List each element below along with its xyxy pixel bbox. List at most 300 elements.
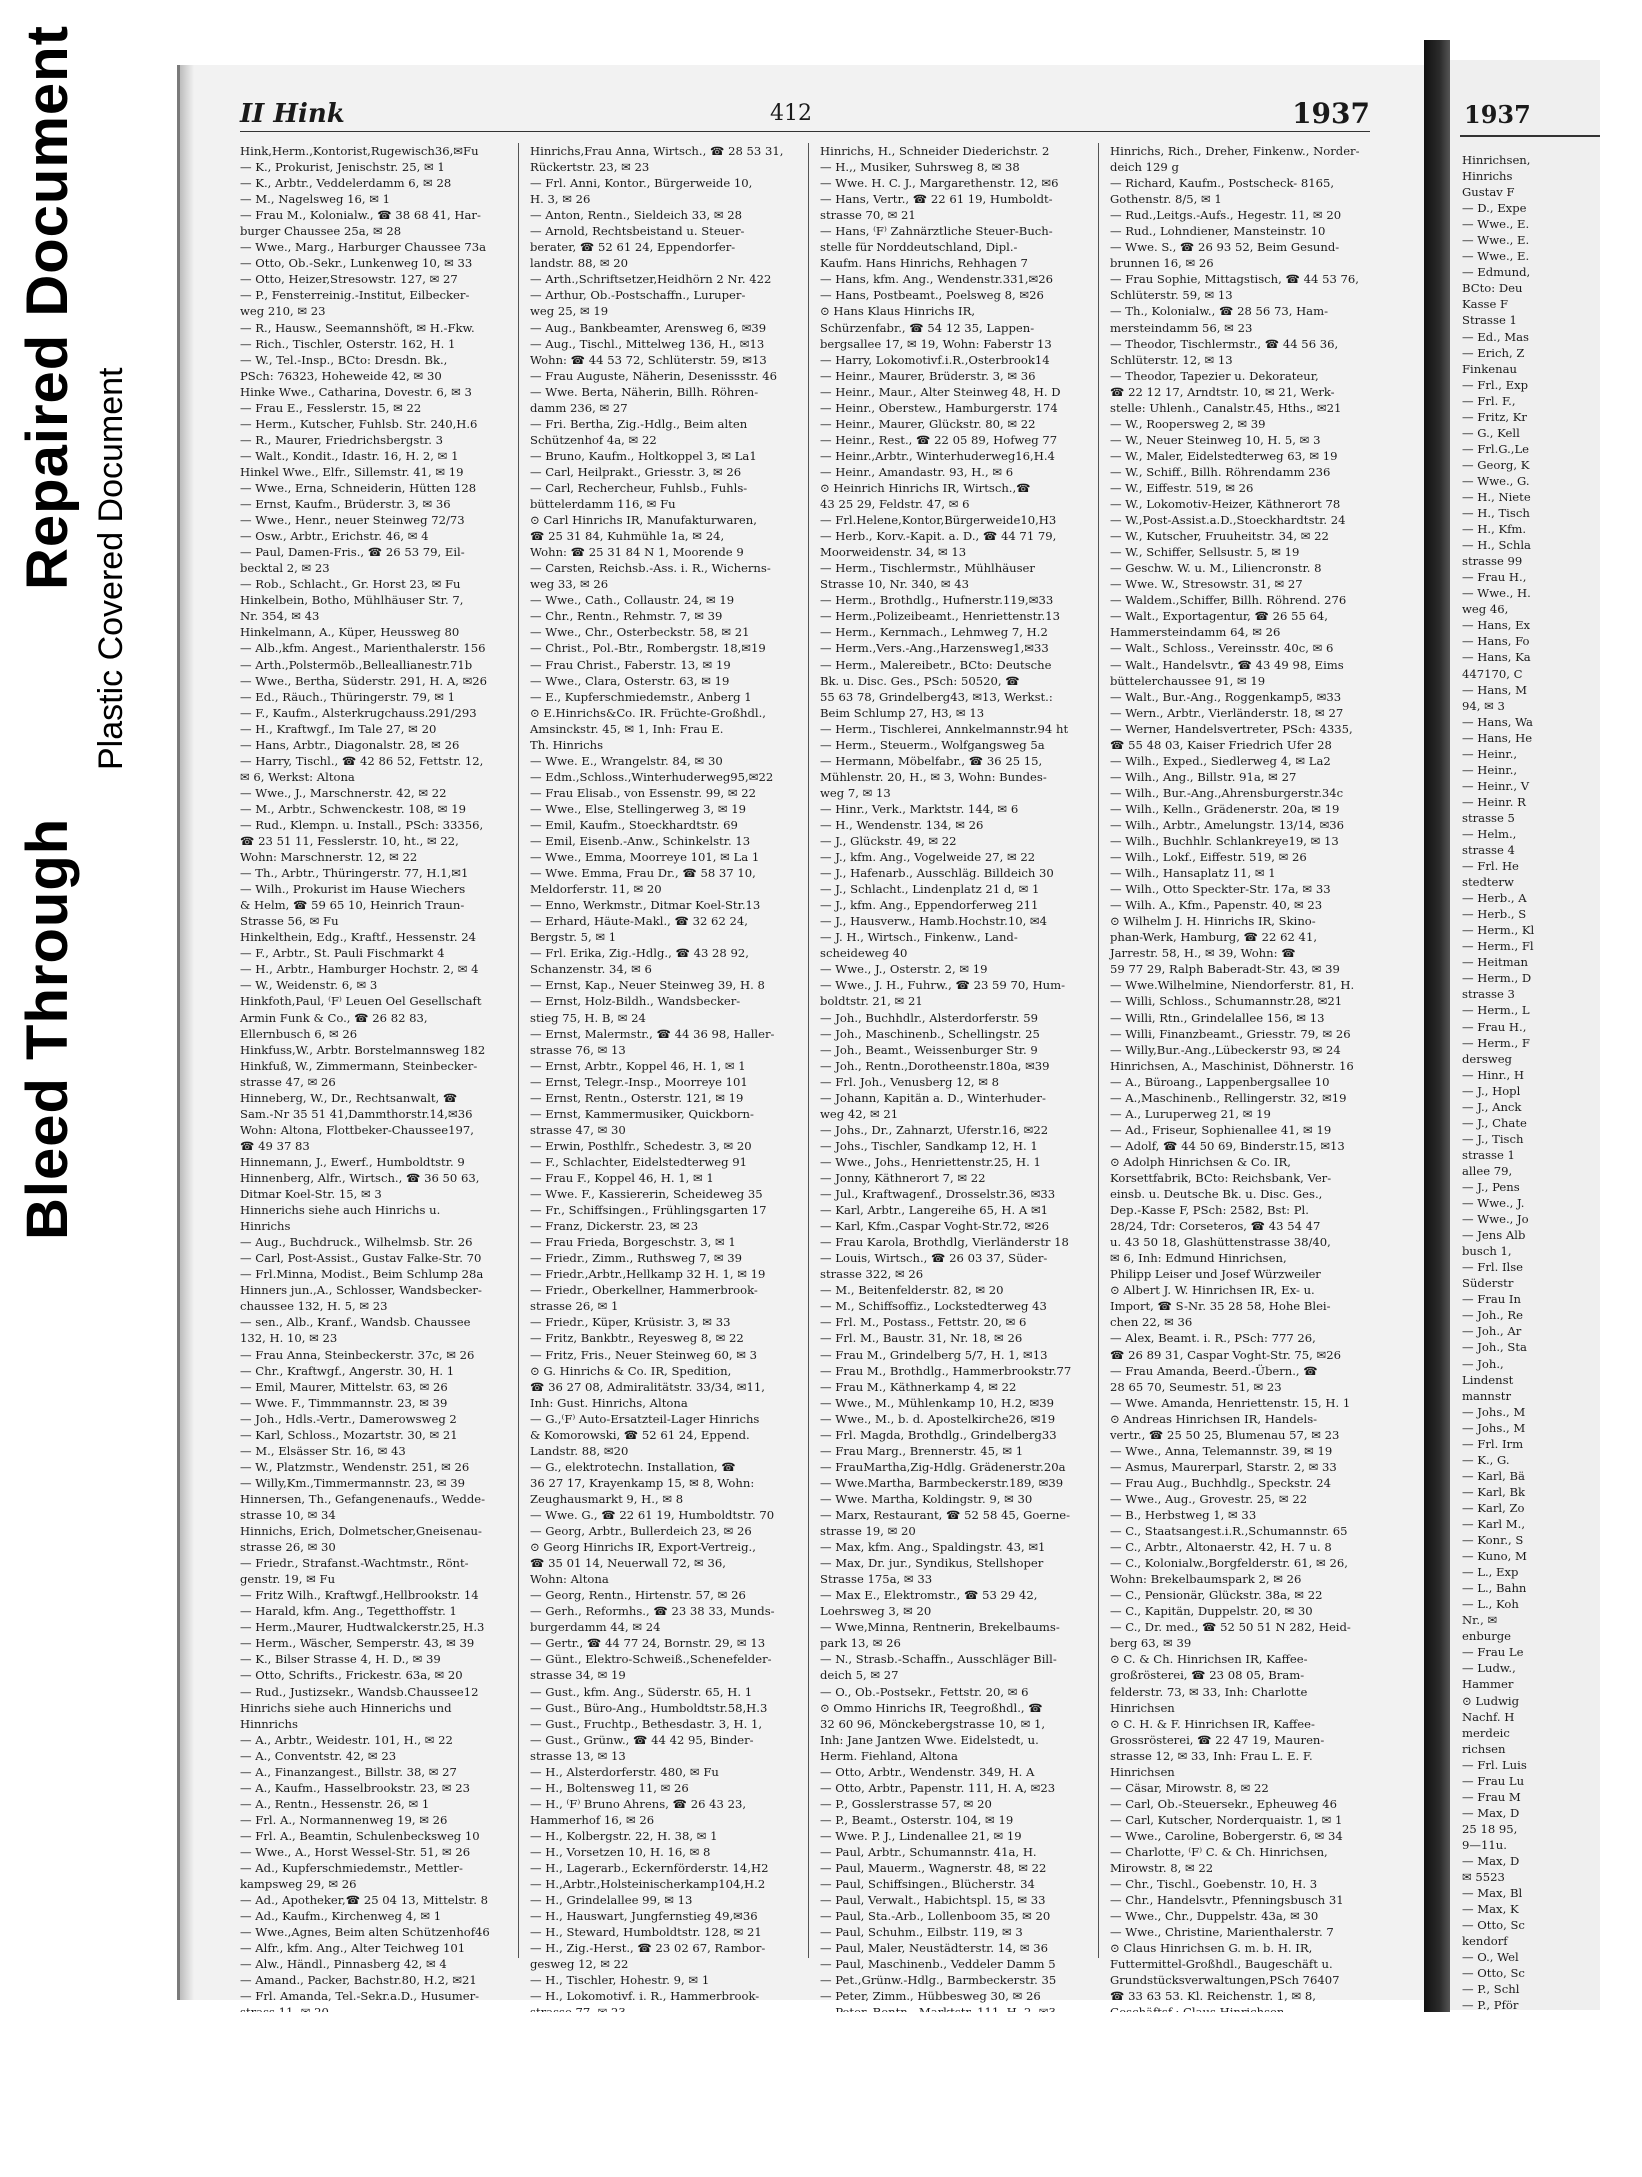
- directory-entry-line: ⊙ C. & Ch. Hinrichsen IR, Kaffee-: [1110, 1652, 1308, 1667]
- directory-entry-line: ☎ 23 51 11, Fesslerstr. 10, ht., ✉ 22,: [240, 834, 459, 849]
- adjacent-entry-line: — Karl M.,: [1462, 1516, 1526, 1531]
- directory-entry-line: — Wwe. S., ☎ 26 93 52, Beim Gesund-: [1110, 240, 1340, 255]
- directory-entry-line: Wohn: Brekelbaumspark 2, ✉ 26: [1110, 1572, 1302, 1587]
- directory-entry-line: — Heinr., Maur., Alter Steinweg 48, H. D: [820, 384, 1061, 399]
- directory-entry-line: — Rud.,Leitgs.-Aufs., Hegestr. 11, ✉ 20: [1110, 208, 1342, 223]
- adjacent-entry-line: — Helm.,: [1462, 826, 1517, 841]
- directory-entry-line: — Carl, Kutscher, Norderquaistr. 1, ✉ 1: [1110, 1812, 1343, 1827]
- directory-entry-line: — J. H., Wirtsch., Finkenw., Land-: [820, 930, 1018, 945]
- directory-entry-line: — Hans, kfm. Ang., Wendenstr.331,✉26: [820, 272, 1053, 287]
- directory-entry-line: Meldorferstr. 11, ✉ 20: [530, 882, 662, 897]
- directory-entry-line: strasse 12, ✉ 33, Inh: Frau L. E. F.: [1110, 1748, 1313, 1763]
- directory-entry-line: landstr. 88, ✉ 20: [530, 256, 629, 271]
- directory-entry-line: Hinrichsen: [1110, 1764, 1175, 1779]
- directory-entry-line: — Osw., Arbtr., Erichstr. 46, ✉ 4: [240, 529, 429, 544]
- directory-entry-line: — Frau Elisab., von Essenstr. 99, ✉ 22: [530, 785, 757, 800]
- directory-entry-line: — Wwe., Caroline, Bobergerstr. 6, ✉ 34: [1110, 1828, 1343, 1843]
- directory-entry-line: — Fr., Schiffsingen., Frühlingsgarten 17: [530, 1203, 767, 1218]
- adjacent-entry-line: — Wwe., Jo: [1462, 1212, 1529, 1227]
- directory-entry-line: — A., Luruperweg 21, ✉ 19: [1110, 1106, 1271, 1121]
- directory-entry-line: — H., ⁽F⁾ Bruno Ahrens, ☎ 26 43 23,: [530, 1796, 747, 1811]
- directory-entry-line: — A., Kaufm., Hasselbrookstr. 23, ✉ 23: [240, 1780, 471, 1795]
- directory-entry-line: — Wwe., J. H., Fuhrw., ☎ 23 59 70, Hum-: [820, 978, 1066, 993]
- directory-entry-line: — Walt., Exportagentur, ☎ 26 55 64,: [1110, 609, 1328, 624]
- directory-entry-line: — C., Kapitän, Duppelstr. 20, ✉ 30: [1110, 1604, 1313, 1619]
- directory-entry-line: Hinrichs siehe auch Hinnerichs und: [240, 1700, 452, 1715]
- directory-entry-line: Hinkfuss,W., Arbtr. Borstelmannsweg 182: [240, 1042, 486, 1057]
- directory-entry-line: strasse 10, ✉ 34: [240, 1507, 336, 1522]
- adjacent-entry-line: — Max, Bl: [1462, 1886, 1523, 1901]
- adjacent-entry-line: — Frau In: [1462, 1292, 1521, 1307]
- adjacent-entry-line: Nachf. H: [1462, 1709, 1515, 1724]
- directory-entry-line: Kaufm. Hans Hinrichs, Rehhagen 7: [820, 256, 1028, 271]
- adjacent-entry-line: — Heinr. R: [1462, 794, 1526, 809]
- directory-entry-line: gesweg 12, ✉ 22: [530, 1957, 629, 1972]
- directory-entry-line: stelle für Norddeutschland, Dipl.-: [820, 240, 1018, 255]
- directory-entry-line: — H., Kraftwgf., Im Tale 27, ✉ 20: [240, 721, 437, 736]
- directory-entry-line: — Wwe., Johs., Henriettenstr.25, H. 1: [820, 1154, 1041, 1169]
- directory-entry-line: 32 60 96, Mönckebergstrasse 10, ✉ 1,: [820, 1716, 1046, 1731]
- directory-entry-line: — Johann, Kapitän a. D., Winterhuder-: [820, 1090, 1046, 1105]
- directory-entry-line: — Frau Christ., Faberstr. 13, ✉ 19: [530, 657, 731, 672]
- directory-entry-line: — R., Hausw., Seemannshöft, ✉ H.-Fkw.: [240, 320, 475, 335]
- directory-entry-line: — Wwe., Henr., neuer Steinweg 72/73: [240, 513, 465, 528]
- adjacent-entry-line: — Heinr., V: [1462, 778, 1530, 793]
- directory-entry-line: — H., Zig.-Herst., ☎ 23 02 67, Rambor-: [530, 1941, 766, 1956]
- directory-entry-line: — Frl. Anni, Kontor., Bürgerweide 10,: [530, 176, 753, 191]
- directory-entry-line: — Hans, ⁽F⁾ Zahnärztliche Steuer-Buch-: [820, 224, 1053, 239]
- directory-entry-line: Strasse 10, Nr. 340, ✉ 43: [820, 577, 970, 592]
- directory-entry-line: ⊙ Albert J. W. Hinrichsen IR, Ex- u.: [1110, 1283, 1315, 1298]
- directory-entry-line: PSch: 76323, Hoheweide 42, ✉ 30: [240, 368, 442, 383]
- adjacent-entry-line: — Herm., L: [1462, 1003, 1530, 1018]
- adjacent-entry-line: — Hans, Ka: [1462, 650, 1531, 665]
- directory-entry-line: vertr., ☎ 25 50 25, Blumenau 57, ✉ 23: [1110, 1427, 1340, 1442]
- directory-entry-line: Bk. u. Disc. Ges., PSch: 50520, ☎: [820, 673, 1020, 688]
- directory-entry-line: weg 210, ✉ 23: [240, 304, 326, 319]
- directory-entry-line: — Joh., Hdls.-Vertr., Damerowsweg 2: [240, 1411, 457, 1426]
- directory-entry-line: — Ernst, Telegr.-Insp., Moorreye 101: [530, 1074, 748, 1089]
- directory-entry-line: — Wwe. E., Wrangelstr. 84, ✉ 30: [530, 753, 723, 768]
- directory-entry-line: — Karl, Kfm.,Caspar Voght-Str.72, ✉26: [820, 1219, 1049, 1234]
- directory-entry-line: — Wwe., Aug., Grovestr. 25, ✉ 22: [1110, 1491, 1308, 1506]
- directory-entry-line: — Wilh., Hansaplatz 11, ✉ 1: [1110, 866, 1276, 881]
- directory-entry-line: — K., Bilser Strasse 4, H. D., ✉ 39: [240, 1652, 441, 1667]
- directory-entry-line: — Frau Anna, Steinbeckerstr. 37c, ✉ 26: [240, 1347, 475, 1362]
- directory-entry-line: — Frl. Magda, Brothdlg., Grindelberg33: [820, 1427, 1057, 1442]
- directory-entry-line: Hinnichs, Erich, Dolmetscher,Gneisenau-: [240, 1524, 482, 1539]
- directory-entry-line: Hinkfoth,Paul, ⁽F⁾ Leuen Oel Gesellschaft: [240, 994, 482, 1009]
- directory-entry-line: einsb. u. Deutsche Bk. u. Disc. Ges.,: [1110, 1187, 1323, 1202]
- directory-entry-line: Wohn: Marschnerstr. 12, ✉ 22: [240, 850, 418, 865]
- directory-entry-line: — Rud., Klempn. u. Install., PSch: 33356,: [240, 817, 484, 832]
- directory-entry-line: — H., Arbtr., Hamburger Hochstr. 2, ✉ 4: [240, 962, 479, 977]
- directory-entry-line: ⊙ Hans Klaus Hinrichs IR,: [820, 304, 976, 319]
- directory-entry-line: — Jonny, Käthnerort 7, ✉ 22: [820, 1171, 986, 1185]
- directory-entry-line: — Wwe. H. C. J., Margarethenstr. 12, ✉6: [820, 176, 1059, 191]
- adjacent-entry-line: Hinrichsen,: [1462, 153, 1531, 167]
- adjacent-entry-line: — Frau M: [1462, 1789, 1521, 1804]
- adjacent-entry-line: — Fritz, Kr: [1462, 409, 1527, 424]
- directory-entry-line: — Wwe. F., Timmmannstr. 23, ✉ 39: [240, 1395, 448, 1410]
- directory-entry-line: ☎ 33 63 53. Kl. Reichenstr. 1, ✉ 8,: [1110, 1989, 1316, 2004]
- directory-entry-line: — Bruno, Kaufm., Holtkoppel 3, ✉ La1: [530, 448, 757, 463]
- adjacent-entry-line: — J., Hopl: [1462, 1083, 1521, 1098]
- directory-entry-line: — Richard, Kaufm., Postscheck- 8165,: [1110, 176, 1335, 191]
- directory-entry-line: — N., Strasb.-Schaffn., Ausschläger Bill-: [820, 1652, 1057, 1667]
- directory-entry-line: — Friedr., Oberkellner, Hammerbrook-: [530, 1283, 758, 1298]
- directory-entry-line: Strasse 56, ✉ Fu: [240, 914, 339, 929]
- directory-entry-line: — Georg, Rentn., Hirtenstr. 57, ✉ 26: [530, 1588, 746, 1603]
- directory-entry-line: Futtermittel-Großhdl., Baugeschäft u.: [1110, 1957, 1333, 1972]
- directory-entry-line: — Joh., Maschinenb., Schellingstr. 25: [820, 1026, 1040, 1041]
- directory-entry-line: Hammerhof 16, ✉ 26: [530, 1812, 655, 1827]
- directory-entry-line: — H., Lagerarb., Eckernförderstr. 14,H2: [530, 1861, 769, 1876]
- directory-entry-line: — Gerh., Reformhs., ☎ 23 38 33, Munds-: [530, 1604, 775, 1619]
- directory-entry-line: ☎ 55 48 03, Kaiser Friedrich Ufer 28: [1110, 737, 1332, 752]
- adjacent-entry-line: — Frau Le: [1462, 1645, 1524, 1660]
- directory-entry-line: Schanzenstr. 34, ✉ 6: [530, 962, 652, 977]
- directory-entry-line: — Wilh., Otto Speckter-Str. 17a, ✉ 33: [1110, 882, 1331, 897]
- directory-entry-line: — Herb., Korv.-Kapit. a. D., ☎ 44 71 79,: [820, 529, 1057, 544]
- directory-entry-line: — F., Kaufm., Alsterkrugchauss.291/293: [240, 705, 477, 720]
- directory-entry-line: — Charlotte, ⁽F⁾ C. & Ch. Hinrichsen,: [1110, 1844, 1328, 1859]
- adjacent-entry-line: — Jens Alb: [1462, 1228, 1526, 1243]
- adjacent-entry-line: — Hans, Ex: [1462, 618, 1531, 633]
- adjacent-entry-line: — J., Pens: [1462, 1180, 1520, 1194]
- directory-entry-line: — Fritz, Bankbtr., Reyesweg 8, ✉ 22: [530, 1331, 744, 1346]
- directory-entry-line: Landstr. 88, ✉20: [530, 1443, 629, 1458]
- directory-entry-line: — Herm.,Vers.-Ang.,Harzensweg1,✉33: [820, 641, 1049, 656]
- adjacent-entry-line: 9—11u.: [1462, 1837, 1507, 1852]
- directory-entry-line: — Wwe., Chr., Duppelstr. 43a, ✉ 30: [1110, 1909, 1319, 1924]
- adjacent-entry-line: — Herm., Fl: [1462, 939, 1534, 954]
- adjacent-entry-line: Kasse F: [1462, 297, 1509, 312]
- directory-entry-line: — Harald, kfm. Ang., Tegetthoffstr. 1: [240, 1604, 457, 1619]
- directory-entry-line: — Otto, Schrifts., Frickestr. 63a, ✉ 20: [240, 1668, 463, 1683]
- directory-entry-line: Armin Funk & Co., ☎ 26 82 83,: [240, 1010, 428, 1025]
- directory-entry-line: weg 33, ✉ 26: [530, 577, 609, 592]
- directory-entry-line: — Rud., Justizsekr., Wandsb.Chaussee12: [240, 1684, 479, 1699]
- directory-entry-line: 132, H. 10, ✉ 23: [240, 1331, 338, 1346]
- directory-entry-line: — W., Weidenstr. 6, ✉ 3: [240, 978, 378, 993]
- directory-entry-line: mersteindamm 56, ✉ 23: [1110, 320, 1253, 335]
- adjacent-entry-line: — Joh., Sta: [1462, 1340, 1527, 1355]
- directory-entry-line: — Theodor, Tischlermstr., ☎ 44 56 36,: [1110, 336, 1339, 351]
- directory-entry-line: Import, ☎ S-Nr. 35 28 58, Hohe Blei-: [1110, 1299, 1331, 1314]
- adjacent-entry-line: — G., Kell: [1462, 425, 1520, 440]
- adjacent-entry-line: — Joh.,: [1462, 1356, 1504, 1371]
- directory-entry-line: — Marx, Restaurant, ☎ 52 58 45, Goerne-: [820, 1507, 1071, 1522]
- adjacent-entry-line: mannstr: [1462, 1388, 1511, 1403]
- directory-entry-line: — Geschw. W. u. M., Liliencronstr. 8: [1110, 561, 1322, 576]
- directory-entry-line: Hinkfuß, W., Zimmermann, Steinbecker-: [240, 1058, 478, 1073]
- adjacent-entry-line: — Hans, He: [1462, 730, 1533, 745]
- adjacent-entry-line: — Max, D: [1462, 1853, 1520, 1868]
- adjacent-entry-line: — Joh., Ar: [1462, 1324, 1522, 1339]
- directory-entry-line: ☎ 26 89 31, Caspar Voght-Str. 75, ✉26: [1110, 1347, 1342, 1362]
- directory-entry-line: — Paul, Schiffsingen., Blücherstr. 34: [820, 1877, 1035, 1892]
- directory-entry-line: — Herm., Brothdlg., Hufnerstr.119,✉33: [820, 593, 1054, 608]
- directory-page: [177, 65, 1424, 2004]
- directory-entry-line: boldtstr. 21, ✉ 21: [820, 994, 923, 1009]
- directory-entry-line: — Alw., Händl., Pinnasberg 42, ✉ 4: [240, 1957, 447, 1972]
- directory-entry-line: — J., kfm. Ang., Eppendorferweg 211: [820, 898, 1039, 913]
- directory-entry-line: — Frau M., Kolonialw., ☎ 38 68 41, Har-: [240, 208, 481, 223]
- directory-entry-line: — Emil, Maurer, Mittelstr. 63, ✉ 26: [240, 1379, 448, 1394]
- directory-entry-line: — Wwe.Wilhelmine, Niendorferstr. 81, H.: [1110, 978, 1355, 993]
- directory-entry-line: — H., Kolbergstr. 22, H. 38, ✉ 1: [530, 1828, 718, 1843]
- directory-entry-line: — Hermann, Möbelfabr., ☎ 36 25 15,: [820, 753, 1043, 768]
- directory-entry-line: — Hans, Arbtr., Diagonalstr. 28, ✉ 26: [240, 737, 460, 752]
- directory-entry-line: — Ernst, Kammermusiker, Quickborn-: [530, 1106, 754, 1121]
- directory-entry-line: — M., Nagelsweg 16, ✉ 1: [240, 192, 390, 207]
- directory-entry-line: — Paul, Sta.-Arb., Lollenboom 35, ✉ 20: [820, 1909, 1051, 1924]
- directory-entry-line: — Wilh., Arbtr., Amelungstr. 13/14, ✉36: [1110, 817, 1345, 832]
- directory-entry-line: — Willi, Rtn., Grindelallee 156, ✉ 13: [1110, 1010, 1325, 1025]
- directory-entry-line: ⊙ Carl Hinrichs IR, Manufakturwaren,: [530, 513, 757, 528]
- directory-entry-line: — C., Arbtr., Altonaerstr. 42, H. 7 u. 8: [1110, 1540, 1332, 1555]
- directory-entry-line: — Erwin, Posthlfr., Schedestr. 3, ✉ 20: [530, 1138, 752, 1153]
- directory-entry-line: — Frl.Helene,Kontor,Bürgerweide10,H3: [820, 513, 1057, 528]
- directory-entry-line: weg 7, ✉ 13: [820, 785, 891, 800]
- directory-entry-line: ☎ 22 12 17, Arndtstr. 10, ✉ 21, Werk-: [1110, 384, 1335, 399]
- directory-entry-line: strasse 19, ✉ 20: [820, 1524, 916, 1539]
- directory-entry-line: — Wwe., Anna, Telemannstr. 39, ✉ 19: [1110, 1443, 1333, 1458]
- adjacent-entry-line: busch 1,: [1462, 1244, 1512, 1259]
- directory-entry-line: ✉ 6, Werkst: Altona: [240, 769, 355, 784]
- adjacent-entry-line: — D., Expe: [1462, 201, 1527, 216]
- directory-entry-line: — W., Kutscher, Fruuheitstr. 34, ✉ 22: [1110, 529, 1329, 544]
- directory-entry-line: chaussee 132, H. 5, ✉ 23: [240, 1299, 388, 1314]
- directory-entry-line: Amsinckstr. 45, ✉ 1, Inh: Frau E.: [530, 721, 724, 736]
- directory-entry-line: — Frau M., Grindelberg 5/7, H. 1, ✉13: [820, 1347, 1048, 1362]
- directory-entry-line: — Frau M., Brothdlg., Hammerbrookstr.77: [820, 1363, 1072, 1378]
- directory-entry-line: — Gust., Grünw., ☎ 44 42 95, Binder-: [530, 1732, 754, 1747]
- directory-entry-line: u. 43 50 18, Glashüttenstrasse 38/40,: [1110, 1235, 1331, 1250]
- directory-entry-line: Th. Hinrichs: [530, 737, 604, 752]
- directory-entry-line: — Paul, Maschinenb., Veddeler Damm 5: [820, 1957, 1056, 1972]
- directory-entry-line: — Peter, Zimm., Hübbesweg 30, ✉ 26: [820, 1989, 1041, 2004]
- directory-entry-line: — Wilh., Exped., Siedlerweg 4, ✉ La2: [1110, 753, 1331, 768]
- directory-entry-line: Gothenstr. 8/5, ✉ 1: [1110, 192, 1222, 207]
- directory-entry-line: — Pet.,Grünw.-Hdlg., Barmbeckerstr. 35: [820, 1973, 1057, 1988]
- directory-entry-line: Hinrichs: [240, 1219, 291, 1234]
- directory-entry-line: — J., Hausverw., Hamb.Hochstr.10, ✉4: [820, 914, 1048, 929]
- adjacent-entry-line: Nr., ✉: [1462, 1613, 1498, 1628]
- directory-entry-line: Hinrichs,Frau Anna, Wirtsch., ☎ 28 53 31,: [530, 144, 784, 158]
- directory-entry-line: Inh: Gust. Hinrichs, Altona: [530, 1395, 688, 1410]
- adjacent-entry-line: — Otto, Sc: [1462, 1966, 1525, 1981]
- directory-entry-line: — H., Wendenstr. 134, ✉ 26: [820, 817, 984, 832]
- adjacent-entry-line: strasse 99: [1462, 554, 1523, 569]
- directory-entry-line: — Wwe., Cath., Collaustr. 24, ✉ 19: [530, 593, 735, 608]
- adjacent-entry-line: — Ed., Mas: [1462, 329, 1529, 344]
- directory-entry-line: — Frau Aug., Buchhdlg., Speckstr. 24: [1110, 1475, 1332, 1490]
- directory-entry-line: — Hans, Postbeamt., Poelsweg 8, ✉26: [820, 288, 1044, 303]
- directory-entry-line: — C., Kolonialw.,Borgfelderstr. 61, ✉ 26,: [1110, 1556, 1348, 1571]
- directory-entry-line: ⊙ Claus Hinrichsen G. m. b. H. IR,: [1110, 1941, 1313, 1956]
- directory-entry-line: — Walt., Kondit., Idastr. 16, H. 2, ✉ 1: [240, 448, 459, 463]
- adjacent-entry-line: — Herm., Kl: [1462, 923, 1535, 938]
- directory-entry-line: — Wwe., Marg., Harburger Chaussee 73a: [240, 240, 487, 255]
- directory-entry-line: genstr. 19, ✉ Fu: [240, 1572, 336, 1587]
- adjacent-entry-line: — H., Tisch: [1462, 506, 1530, 521]
- directory-entry-line: Philipp Leiser und Josef Würzweiler: [1110, 1267, 1321, 1282]
- adjacent-entry-line: — Heinr.,: [1462, 746, 1518, 761]
- directory-entry-line: großrösterei, ☎ 23 08 05, Bram-: [1110, 1668, 1305, 1683]
- adjacent-entry-line: — Ludw.,: [1462, 1661, 1516, 1676]
- directory-entry-line: — Edm.,Schloss.,Winterhuderweg95,✉22: [530, 769, 774, 784]
- directory-entry-line: — Wwe., A., Horst Wessel-Str. 51, ✉ 26: [240, 1844, 471, 1859]
- directory-entry-line: Hinnemann, J., Ewerf., Humboldtstr. 9: [240, 1154, 465, 1169]
- directory-entry-line: — W., Lokomotiv-Heizer, Käthnerort 78: [1110, 497, 1341, 512]
- directory-entry-line: — Jul., Kraftwagenf., Drosselstr.36, ✉33: [820, 1187, 1056, 1202]
- directory-entry-line: — A.,Maschinenb., Rellingerstr. 32, ✉19: [1110, 1090, 1347, 1105]
- directory-entry-line: — Wilh., Ang., Billstr. 91a, ✉ 27: [1110, 769, 1297, 784]
- directory-entry-line: — Herm.,Polizeibeamt., Henriettenstr.13: [820, 609, 1060, 624]
- adjacent-entry-line: — H., Kfm.: [1462, 522, 1527, 537]
- directory-entry-line: — W., Eiffestr. 519, ✉ 26: [1110, 480, 1254, 495]
- page-header: [240, 95, 1370, 132]
- directory-entry-line: — Max, Dr. jur., Syndikus, Stellshoper: [820, 1556, 1044, 1571]
- directory-entry-line: ☎ 35 01 14, Neuerwall 72, ✉ 36,: [530, 1556, 726, 1571]
- directory-entry-line: — Otto, Arbtr., Papenstr. 111, H. A, ✉23: [820, 1780, 1056, 1795]
- directory-entry-line: damm 236, ✉ 27: [530, 400, 628, 415]
- directory-entry-line: — Johs., Dr., Zahnarzt, Uferstr.16, ✉22: [820, 1122, 1049, 1137]
- directory-entry-line: — Wwe., Bertha, Süderstr. 291, H. A, ✉26: [240, 673, 488, 688]
- directory-entry-line: — M., Schiffsoffiz., Lockstedterweg 43: [820, 1299, 1047, 1314]
- directory-entry-line: — Wwe., Christine, Marienthalerstr. 7: [1110, 1925, 1334, 1940]
- directory-entry-line: Schlüterstr. 59, ✉ 13: [1110, 288, 1233, 303]
- directory-entry-line: weg 25, ✉ 19: [530, 304, 609, 319]
- column-4: [1110, 143, 1375, 2004]
- directory-entry-line: — Aug., Tischl., Mittelweg 136, H., ✉13: [530, 336, 765, 351]
- directory-entry-line: Mirowstr. 8, ✉ 22: [1110, 1861, 1214, 1876]
- adjacent-entry-line: — Frl. Ilse: [1462, 1260, 1524, 1275]
- directory-entry-line: — Gust., kfm. Ang., Süderstr. 65, H. 1: [530, 1684, 753, 1699]
- adjacent-entry-line: — Heitman: [1462, 955, 1528, 970]
- adjacent-entry-line: — Frau H.,: [1462, 1019, 1527, 1034]
- directory-entry-line: — Wwe., Emma, Moorreye 101, ✉ La 1: [530, 850, 760, 865]
- directory-entry-line: Ditmar Koel-Str. 15, ✉ 3: [240, 1187, 382, 1202]
- directory-entry-line: — Willi, Finanzbeamt., Griesstr. 79, ✉ 26: [1110, 1026, 1351, 1041]
- directory-entry-line: — Friedr., Strafanst.-Wachtmstr., Rönt-: [240, 1556, 469, 1571]
- adjacent-entry-line: — Wwe., E.: [1462, 217, 1530, 232]
- directory-entry-line: ⊙ Adolph Hinrichsen & Co. IR,: [1110, 1154, 1291, 1169]
- directory-entry-line: — Carl, Heilprakt., Griesstr. 3, ✉ 26: [530, 464, 742, 479]
- directory-entry-line: — Willy,Bur.-Ang.,Lübeckerstr 93, ✉ 24: [1110, 1042, 1341, 1057]
- directory-entry-line: — Herm., Kutscher, Fuhlsb. Str. 240,H.6: [240, 416, 478, 431]
- directory-entry-line: — Anton, Rentn., Sieldeich 33, ✉ 28: [530, 208, 742, 223]
- adjacent-entry-line: — Herb., S: [1462, 907, 1527, 922]
- adjacent-entry-line: — Frau Lu: [1462, 1773, 1525, 1788]
- directory-entry-line: — A., Bürоang., Lappenbergsallee 10: [1110, 1074, 1330, 1089]
- directory-entry-line: Moorweidenstr. 34, ✉ 13: [820, 545, 967, 560]
- page-number: 412: [770, 101, 812, 126]
- directory-entry-line: — Wwe. Amanda, Henriettenstr. 15, H. 1: [1110, 1395, 1351, 1410]
- directory-entry-line: — Walt., Bur.-Ang., Roggenkamp5, ✉33: [1110, 689, 1342, 704]
- directory-entry-line: Hinrichsen, A., Maschinist, Döhnerstr. 16: [1110, 1058, 1354, 1073]
- directory-entry-line: Hinkel Wwe., Elfr., Sillemstr. 41, ✉ 19: [240, 464, 464, 479]
- adjacent-entry-line: — Frl. F.,: [1462, 393, 1516, 408]
- directory-entry-line: — Wilh., Buchhlr. Schlankreye19, ✉ 13: [1110, 834, 1339, 849]
- directory-entry-line: — Wwe., Erna, Schneiderin, Hütten 128: [240, 480, 477, 495]
- adjacent-entry-line: — Hinr., H: [1462, 1067, 1524, 1082]
- directory-entry-line: ☎ 25 31 84, Kuhmühle 1a, ✉ 24,: [530, 529, 725, 544]
- directory-entry-line: — Gust., Fruchtp., Bethesdastr. 3, H. 1,: [530, 1716, 763, 1731]
- directory-entry-line: — H.,Arbtr.,Holsteinischerkamp104,H.2: [530, 1877, 766, 1892]
- column-1: [240, 143, 505, 2004]
- directory-entry-line: — Ernst, Holz-Bildh., Wandsbecker-: [530, 994, 741, 1009]
- column-3: [820, 143, 1085, 2004]
- annotation-margin: [0, 0, 170, 2177]
- directory-entry-line: — Willi, Schloss., Schumannstr.28, ✉21: [1110, 994, 1343, 1009]
- directory-entry-line: — Heinr., Maurer, Brüderstr. 3, ✉ 36: [820, 368, 1036, 383]
- adjacent-entry-line: — Hans, Wa: [1462, 714, 1533, 729]
- directory-entry-line: Hinnersen, Th., Gefangenenaufs., Wedde-: [240, 1491, 486, 1506]
- directory-entry-line: — H., Vorsetzen 10, H. 16, ✉ 8: [530, 1844, 711, 1859]
- directory-entry-line: — C., Pensionär, Glückstr. 38a, ✉ 22: [1110, 1588, 1323, 1603]
- scan-bottom-margin: [0, 2012, 1600, 2177]
- directory-entry-line: — A., Finanzangest., Billstr. 38, ✉ 27: [240, 1764, 457, 1779]
- adjacent-entry-line: Strasse 1: [1462, 313, 1517, 328]
- directory-entry-line: — Wilh., Prokurist im Hause Wiechers: [240, 882, 466, 897]
- directory-entry-line: — Carl, Ob.-Steuersekr., Epheuweg 46: [1110, 1796, 1338, 1811]
- directory-entry-line: — Wwe. Martha, Koldingstr. 9, ✉ 30: [820, 1491, 1033, 1506]
- directory-entry-line: — K., Arbtr., Veddelerdamm 6, ✉ 28: [240, 176, 452, 191]
- directory-entry-line: — Frl. A., Normannenweg 19, ✉ 26: [240, 1812, 448, 1827]
- directory-entry-line: — Otto, Ob.-Sekr., Lunkenweg 10, ✉ 33: [240, 256, 473, 271]
- directory-entry-line: — Amand., Packer, Bachstr.80, H.2, ✉21: [240, 1973, 477, 1988]
- directory-entry-line: strasse 76, ✉ 13: [530, 1042, 626, 1057]
- directory-entry-line: — Max, kfm. Ang., Spaldingstr. 43, ✉1: [820, 1540, 1046, 1555]
- directory-entry-line: — Carsten, Reichsb.-Ass. i. R., Wicherns-: [530, 561, 771, 576]
- adjacent-entry-line: BCto: Deu: [1462, 281, 1523, 296]
- directory-entry-line: — Friedr.,Arbtr.,Hellkamp 32 H. 1, ✉ 19: [530, 1267, 766, 1282]
- directory-entry-line: 43 25 29, Feldstr. 47, ✉ 6: [820, 497, 970, 512]
- directory-entry-line: becktal 2, ✉ 23: [240, 561, 330, 576]
- directory-entry-line: Hinnerichs siehe auch Hinrichs u.: [240, 1203, 441, 1218]
- directory-entry-line: — Th., Kolonialw., ☎ 28 56 73, Ham-: [1110, 304, 1329, 319]
- directory-entry-line: — W., Maler, Eidelstedterweg 63, ✉ 19: [1110, 448, 1338, 463]
- directory-entry-line: — Max E., Elektromstr., ☎ 53 29 42,: [820, 1588, 1038, 1603]
- adjacent-page: [1450, 60, 1600, 2013]
- directory-entry-line: — Rich., Tischler, Osterstr. 162, H. 1: [240, 336, 456, 351]
- directory-entry-line: burgerdamm 44, ✉ 24: [530, 1620, 661, 1635]
- directory-entry-line: — Frau Amanda, Beerd.-Übern., ☎: [1110, 1363, 1318, 1378]
- directory-entry-line: Hinkelbein, Botho, Mühlhäuser Str. 7,: [240, 593, 464, 608]
- label-plastic-covered: Plastic Covered Document: [92, 367, 130, 770]
- directory-entry-line: Schlüterstr. 12, ✉ 13: [1110, 352, 1233, 367]
- adjacent-entry-line: — Karl, Zo: [1462, 1500, 1525, 1515]
- directory-entry-line: — Rob., Schlacht., Gr. Horst 23, ✉ Fu: [240, 577, 461, 592]
- directory-entry-line: — H., Tischler, Hohestr. 9, ✉ 1: [530, 1973, 710, 1988]
- directory-entry-line: 55 63 78, Grindelberg43, ✉13, Werkst.:: [820, 689, 1053, 704]
- adjacent-entry-line: enburge: [1462, 1629, 1512, 1644]
- directory-entry-line: — Chr., Tischl., Goebenstr. 10, H. 3: [1110, 1877, 1318, 1892]
- directory-entry-line: — Joh., Rentn.,Dorotheenstr.180a, ✉39: [820, 1058, 1050, 1073]
- directory-entry-line: — Frl. Amanda, Tel.-Sekr.a.D., Husumer-: [240, 1989, 480, 2004]
- directory-entry-line: Inh: Jane Jantzen Wwe. Eidelstedt, u.: [820, 1732, 1039, 1747]
- directory-entry-line: — G.,⁽F⁾ Auto-Ersatzteil-Lager Hinrichs: [530, 1411, 760, 1426]
- directory-entry-line: Herm. Fiehland, Altona: [820, 1748, 958, 1763]
- adjacent-entry-line: — L., Bahn: [1462, 1581, 1527, 1596]
- adjacent-page-year: 1937: [1464, 100, 1531, 129]
- directory-entry-line: — Wwe. G., ☎ 22 61 19, Humboldtstr. 70: [530, 1507, 775, 1522]
- directory-entry-line: — C., Staatsangest.i.R.,Schumannstr. 65: [1110, 1524, 1348, 1539]
- adjacent-page-rule: [1460, 135, 1600, 137]
